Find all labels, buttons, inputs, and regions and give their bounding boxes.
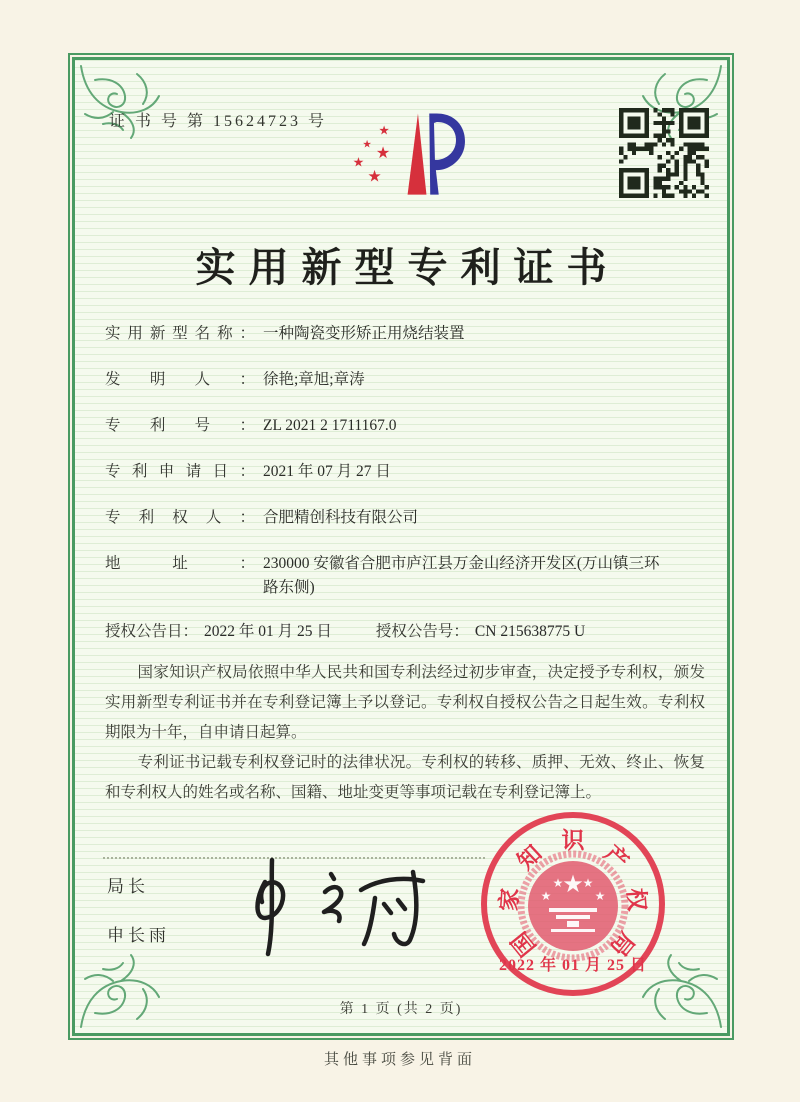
issuer-block <box>107 872 170 970</box>
svg-text:识: 识 <box>561 828 585 853</box>
svg-text:★: ★ <box>562 872 584 898</box>
svg-text:知: 知 <box>512 840 547 875</box>
grant-date-value: 2022 年 01 月 25 日 <box>204 623 332 640</box>
field-value: ZL 2021 2 1711167.0 <box>263 417 397 434</box>
certificate-number: 证 书 号 第 15624723 号 <box>109 113 328 130</box>
field-value: 230000 安徽省合肥市庐江县万金山经济开发区(万山镇三环路东侧) <box>263 555 660 596</box>
field-row-patentee <box>105 506 705 530</box>
legal-paragraph-2: 专利证书记载专利权登记时的法律状况。专利权的转移、质押、无效、终止、恢复和专利权人的姓名或名称、国籍、地址变更等事项记载在专利登记簿上。 <box>105 754 705 801</box>
director-signature <box>225 848 457 966</box>
field-value: 合肥精创科技有限公司 <box>263 509 419 526</box>
back-side-note: 其他事项参见背面 <box>323 1052 476 1068</box>
field-label: 专利权人： <box>105 509 255 526</box>
grant-number-value: CN 215638775 U <box>474 623 586 640</box>
page-number: 第 1 页 (共 2 页) <box>339 1002 463 1017</box>
svg-text:★: ★ <box>367 168 382 186</box>
field-label: 发明人： <box>105 371 255 388</box>
field-label: 实用新型名称： <box>105 325 255 342</box>
svg-text:权: 权 <box>623 887 650 912</box>
svg-text:★: ★ <box>378 123 390 138</box>
certificate-title: 实用新型专利证书 <box>195 245 620 290</box>
field-row-patent-number <box>105 414 705 438</box>
legal-paragraph-1: 国家知识产权局依照中华人民共和国专利法经过初步审查，决定授予专利权，颁发实用新型专利证书并在专利登记簿上予以登记。专利权自授权公告之日起生效。专利权期限为十年，自申请日起算。 <box>105 664 705 741</box>
field-value: 2021 年 07 月 27 日 <box>263 463 391 480</box>
svg-text:局: 局 <box>605 927 640 961</box>
field-value: 徐艳;章旭;章涛 <box>263 371 365 388</box>
issuer-title: 局长 <box>107 877 149 896</box>
svg-text:★: ★ <box>362 139 372 151</box>
qr-code <box>619 108 709 198</box>
svg-text:★: ★ <box>594 889 606 903</box>
field-row-name <box>105 322 705 346</box>
svg-text:家: 家 <box>496 887 523 912</box>
seal-date: 2022 年 01 月 25 日 <box>498 957 647 974</box>
certificate-fields <box>105 322 705 644</box>
svg-text:产: 产 <box>599 840 634 875</box>
certificate-body <box>72 57 730 1036</box>
svg-text:★: ★ <box>352 154 365 170</box>
svg-text:国: 国 <box>506 927 541 961</box>
svg-text:★: ★ <box>552 876 564 890</box>
field-row-address <box>105 552 705 600</box>
grant-date-label: 授权公告日： <box>105 623 199 640</box>
field-row-inventors <box>105 368 705 392</box>
issuer-name: 申长雨 <box>107 926 170 945</box>
field-row-grant <box>105 620 705 644</box>
field-row-filing-date <box>105 460 705 484</box>
legal-text <box>105 658 705 808</box>
grant-number-label: 授权公告号： <box>375 623 469 640</box>
field-value: 一种陶瓷变形矫正用烧结装置 <box>263 325 465 342</box>
svg-text:★: ★ <box>540 889 552 903</box>
cnipa-logo-icon <box>335 106 467 214</box>
certificate-border-frame <box>68 53 734 1040</box>
field-label: 专利号： <box>105 417 255 434</box>
svg-text:★: ★ <box>375 144 391 162</box>
field-label: 专利申请日： <box>105 463 255 480</box>
svg-text:★: ★ <box>582 876 594 890</box>
field-label: 地址： <box>105 555 255 572</box>
